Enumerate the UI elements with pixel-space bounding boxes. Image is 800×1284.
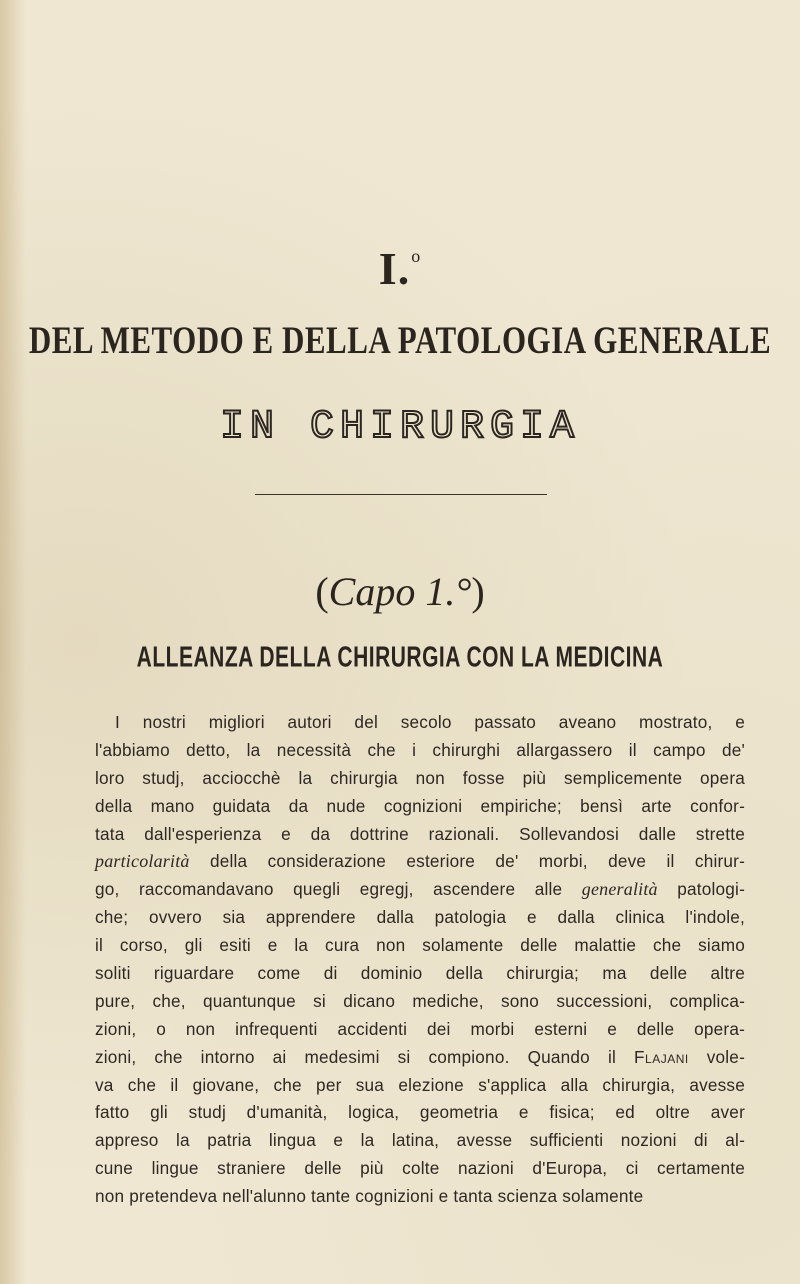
body-text-segment: patologi- <box>657 879 745 900</box>
body-text-segment: della considerazione esteriore de' morbi, deve il chirur- <box>189 851 745 872</box>
body-line <box>95 848 745 876</box>
body-line <box>95 960 745 988</box>
body-line <box>95 1127 745 1155</box>
body-line <box>95 1016 745 1044</box>
body-line <box>95 1072 745 1100</box>
body-line <box>95 932 745 960</box>
body-text-segment: il corso, gli esiti e la cura non solamente delle malattie che siamo <box>95 935 745 956</box>
body-line <box>95 1044 745 1072</box>
capo-label <box>0 568 800 615</box>
body-text-segment: loro studj, acciocchè la chirurgia non fosse più semplicemente opera <box>95 767 745 788</box>
body-text-segment: tata dall'esperienza e da dottrine razionali. Sollevandosi dalle strette <box>95 823 745 844</box>
author-name: Flajani <box>634 1046 689 1067</box>
body-text-segment: go, raccomandavano quegli egregj, ascendere alle <box>95 879 582 900</box>
body-text-segment: I nostri migliori autori del secolo passato aveano mostrato, e <box>115 712 745 732</box>
capo-open-paren: ( <box>315 569 329 614</box>
body-text-segment: appreso la patria lingua e la latina, avesse sufficienti nozioni di al- <box>95 1130 745 1151</box>
body-line <box>95 988 745 1016</box>
body-text-segment: cune lingue straniere delle più colte nazioni d'Europa, ci certamente <box>95 1158 745 1179</box>
body-text-segment: pure, che, quantunque si dicano mediche, sono successioni, complica- <box>95 990 745 1011</box>
body-line <box>95 1099 745 1127</box>
body-text-segment: non pretendeva nell'alunno tante cognizioni e tanta scienza solamente <box>95 1186 644 1207</box>
body-text-segment: va che il giovane, che per sua elezione s'applica alla chirurgia, avesse <box>95 1074 745 1095</box>
body-line <box>95 904 745 932</box>
body-text-segment: zioni, che intorno ai medesimi si compiono. Quando il <box>95 1046 635 1067</box>
body-text-segment: fatto gli studj d'umanità, logica, geometria e fisica; ed oltre aver <box>95 1102 745 1123</box>
italic-term: generalità <box>581 879 658 900</box>
capo-text: Capo 1.° <box>328 569 472 614</box>
body-line <box>95 876 745 904</box>
body-line <box>95 1155 745 1183</box>
chapter-subtitle: IN CHIRURGIA <box>219 405 581 450</box>
italic-term: particolarità <box>95 851 190 872</box>
body-line <box>95 737 745 765</box>
body-text-segment: soliti riguardare come di dominio della chirurgia; ma delle altre <box>95 963 745 984</box>
body-text-segment: della mano guidata da nude cognizioni empiriche; bensì arte confor- <box>95 795 745 816</box>
body-line <box>95 709 745 737</box>
body-text-segment: zioni, o non infrequenti accidenti dei morbi esterni e delle opera- <box>95 1018 745 1039</box>
title-divider <box>255 494 547 495</box>
chapter-ordinal-mark: o <box>411 246 422 266</box>
body-text-segment: vole- <box>688 1046 745 1067</box>
chapter-title: DEL METODO E DELLA PATOLOGIA GENERALE <box>28 318 772 362</box>
body-paragraph <box>95 709 745 1211</box>
body-line <box>95 1183 745 1211</box>
section-heading: ALLEANZA DELLA CHIRURGIA CON LA MEDICINA <box>136 642 664 674</box>
body-line <box>95 765 745 793</box>
chapter-number: I.$^o$ <box>378 243 422 294</box>
body-text-segment: che; ovvero sia apprendere dalla patologia e dalla clinica l'indole, <box>95 907 745 928</box>
body-text-segment: l'abbiamo detto, la necessità che i chirurghi allargassero il campo de' <box>95 739 745 760</box>
body-line <box>95 821 745 849</box>
capo-close-paren: ) <box>471 569 485 614</box>
body-line <box>95 793 745 821</box>
